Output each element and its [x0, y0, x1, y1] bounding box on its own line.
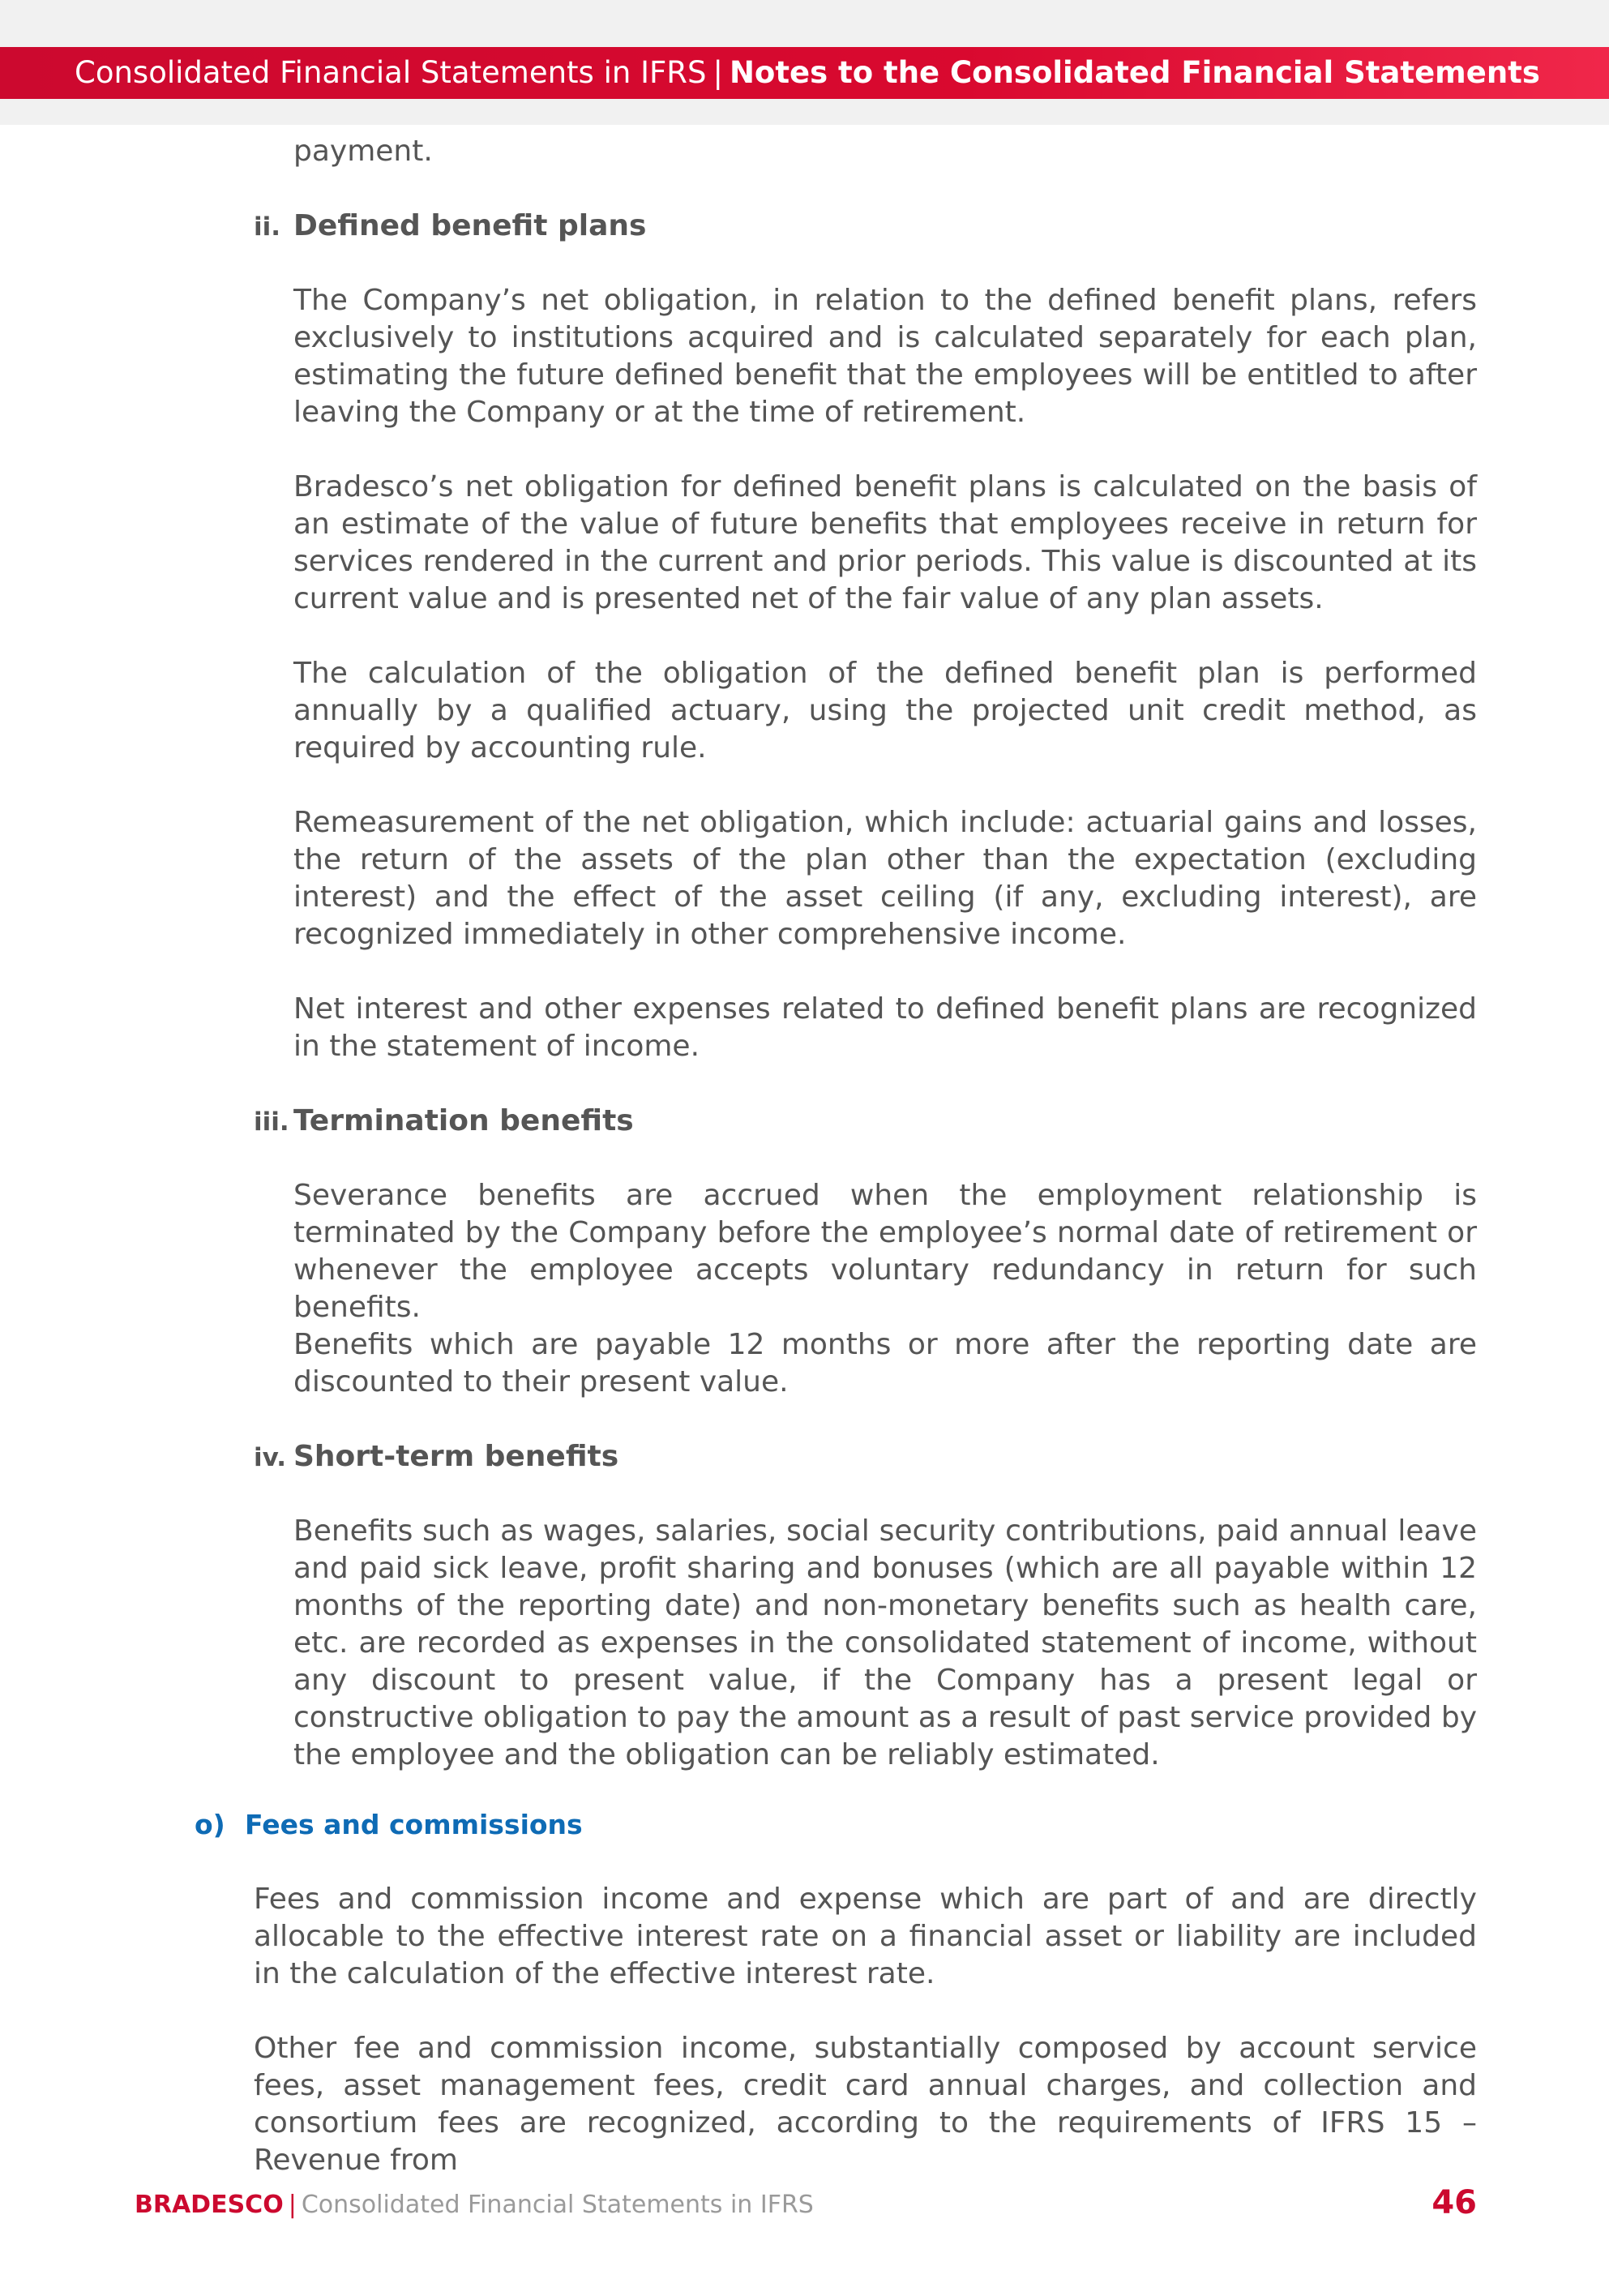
paragraph: Bradesco’s net obligation for defined benefit plans is calculated on the basis of an estimate of the value of future benefits that employees receive in return for services rendered in the current and prior periods. This value is discounted at its current value and is presented net of the fair value of any plan assets. — [293, 470, 1477, 615]
section-heading-fees-and-commissions — [195, 1806, 583, 1844]
paragraph: Benefits which are payable 12 months or more after the reporting date are discounted to their present value. — [293, 1328, 1477, 1399]
paragraph: Severance benefits are accrued when the employment relationship is terminated by the Company before the employee’s normal date of retirement or whenever the employee accepts voluntary redundancy in return for such benefits. — [293, 1179, 1477, 1324]
subsection-title: Termination benefits — [293, 1104, 634, 1137]
section-number: o) — [195, 1809, 225, 1840]
subsection-heading-short-term-benefits — [254, 1438, 618, 1476]
header-right-title: Notes to the Consolidated Financial Statements — [729, 55, 1540, 90]
page-number: 46 — [1431, 2184, 1477, 2221]
subsection-heading-termination-benefits — [254, 1103, 634, 1141]
page-footer — [135, 2189, 814, 2221]
paragraph: Net interest and other expenses related to defined benefit plans are recognized in the statement of income. — [293, 992, 1477, 1063]
header-underlay — [0, 99, 1609, 125]
footer-document-title: Consolidated Financial Statements in IFRS — [301, 2191, 814, 2219]
paragraph: Fees and commission income and expense which are part of and are directly allocable to the effective interest rate on a financial asset or liability are included in the calculation of the effective interest rate. — [254, 1883, 1477, 1990]
subsection-title: Defined benefit plans — [293, 209, 647, 242]
header-left-title: Consolidated Financial Statements in IFRS — [75, 55, 707, 90]
subsection-title: Short-term benefits — [293, 1440, 619, 1473]
footer-brand-name: BRADESCO — [135, 2191, 284, 2219]
paragraph: Benefits such as wages, salaries, social security contributions, paid annual leave and paid sick leave, profit sharing and bonuses (which are all payable within 12 months of the reporting date) and non-monetary benefits such as health care, etc. are recorded as expenses in the consolidated statement of income, without any discount to present value, if the Company has a present legal or constructive obligation to pay the amount as a result of past service provided by the employee and the obligation can be reliably estimated. — [293, 1514, 1477, 1771]
subsection-number: iv. — [254, 1443, 287, 1472]
page-header-bar — [0, 47, 1609, 99]
paragraph: Other fee and commission income, substantially composed by account service fees, asset management fees, credit card annual charges, and collection and consortium fees are recognized, according to the requirements of IFRS 15 – Revenue from — [254, 2032, 1477, 2177]
paragraph: Remeasurement of the net obligation, which include: actuarial gains and losses, the return of the assets of the plan other than the expectation (excluding interest) and the effect of the asset ceiling (if any, excluding interest), are recognized immediately in other comprehensive income. — [293, 806, 1477, 951]
paragraph: The calculation of the obligation of the defined benefit plan is performed annually by a qualified actuary, using the projected unit credit method, as required by accounting rule. — [293, 657, 1477, 765]
section-title: Fees and commissions — [245, 1809, 583, 1840]
top-margin-strip — [0, 0, 1609, 47]
subsection-heading-defined-benefit-plans — [254, 208, 646, 246]
header-title — [75, 47, 1540, 99]
continuation-text: payment. — [293, 135, 433, 168]
footer-separator: | — [288, 2191, 297, 2219]
subsection-number: ii. — [254, 212, 281, 242]
subsection-number: iii. — [254, 1107, 289, 1137]
header-separator: | — [712, 55, 723, 90]
paragraph: The Company’s net obligation, in relation to the defined benefit plans, refers exclusively to institutions acquired and is calculated separately for each plan, estimating the future defined benefit that the employees will be entitled to after leaving the Company or at the time of retirement. — [293, 284, 1477, 429]
